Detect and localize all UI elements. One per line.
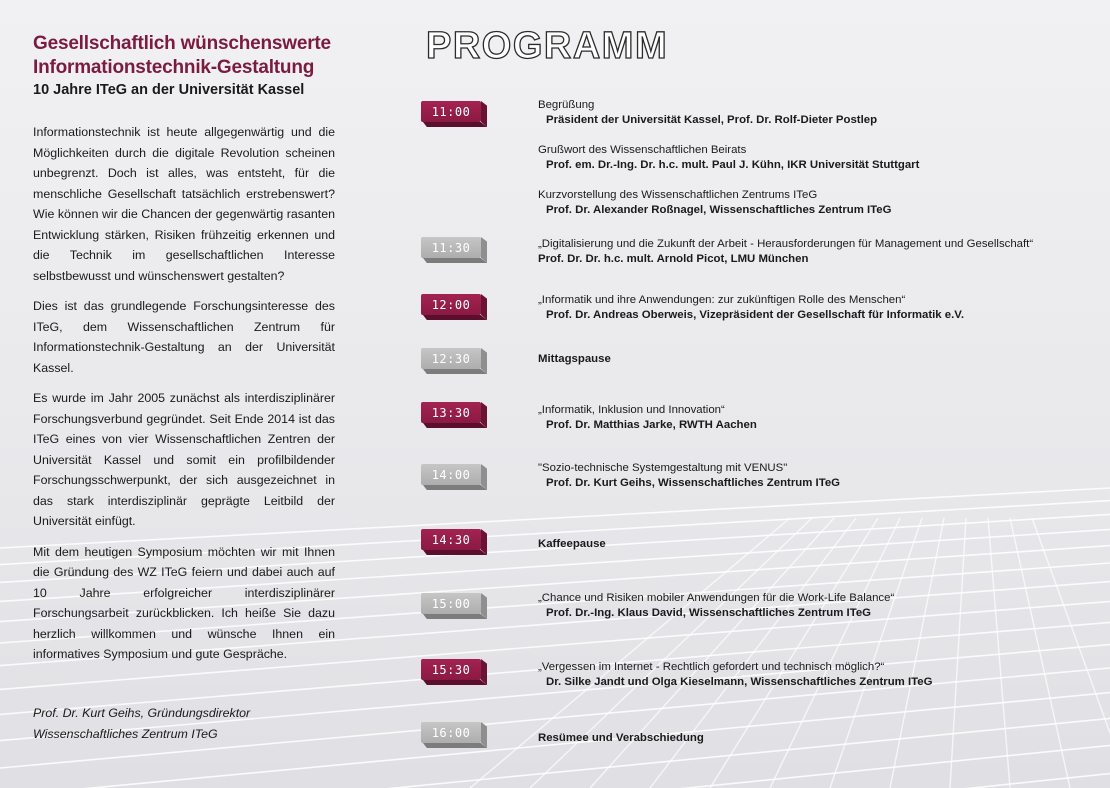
time-label: 16:00: [421, 722, 481, 743]
time-badge-bottom: [423, 680, 487, 685]
program-entry: [538, 591, 1098, 621]
program-entry: [538, 352, 1098, 367]
time-badge-bottom: [423, 423, 487, 428]
program-entry: [538, 293, 1098, 323]
time-label: 15:30: [421, 659, 481, 680]
program-entry: [538, 237, 1098, 267]
title-line-1: Gesellschaftlich wünschenswerte: [33, 33, 331, 54]
program-entry: [538, 660, 1098, 690]
entry-speaker: Prof. Dr. Andreas Oberweis, Vizepräsident der Gesellschaft für Informatik e.V.: [546, 309, 965, 321]
time-label: 11:00: [421, 101, 481, 122]
time-badge: [421, 101, 487, 127]
floor-line: [950, 518, 966, 788]
time-badge-bottom: [423, 743, 487, 748]
entry-title: „Vergessen im Internet - Rechtlich gefordert und technisch möglich?“: [538, 661, 885, 673]
entry-title: „Informatik und ihre Anwendungen: zur zukünftigen Rolle des Menschen“: [538, 294, 906, 306]
program-entry: [538, 403, 1098, 433]
entry-speaker: Prof. em. Dr.-Ing. Dr. h.c. mult. Paul J. Kühn, IKR Universität Stuttgart: [546, 159, 920, 171]
program-entry: [538, 731, 1098, 746]
time-label: 11:30: [421, 237, 481, 258]
time-badge-bottom: [423, 258, 487, 263]
floor-line: [770, 518, 900, 788]
entry-break: Mittagspause: [538, 353, 611, 365]
time-label: 15:00: [421, 593, 481, 614]
time-badge-bottom: [423, 122, 487, 127]
entry-title: Grußwort des Wissenschaftlichen Beirats: [538, 144, 747, 156]
time-badge: [421, 529, 487, 555]
signature-institution: Wissenschaftliches Zentrum ITeG: [33, 726, 218, 741]
entry-speaker: Präsident der Universität Kassel, Prof. Dr. Rolf-Dieter Postlep: [546, 114, 878, 126]
entry-title: „Informatik, Inklusion und Innovation“: [538, 404, 725, 416]
signature: [33, 703, 250, 744]
time-label: 12:00: [421, 294, 481, 315]
time-badge: [421, 348, 487, 374]
floor-line: [1032, 518, 1110, 788]
entry-title: „Chance und Risiken mobiler Anwendungen für die Work-Life Balance“: [538, 592, 895, 604]
entry-speaker: Prof. Dr.-Ing. Klaus David, Wissenschaftliches Zentrum ITeG: [546, 607, 872, 619]
time-badge: [421, 722, 487, 748]
time-badge: [421, 593, 487, 619]
time-badge-bottom: [423, 369, 487, 374]
intro-paragraph-1: Informationstechnik ist heute allgegenwärtig und die Möglichkeiten durch die digitale Revolution scheinen unbegrenzt. Doch ist alles, was entsteht, für die menschliche Gesellschaft tatsächlich erstrebenswert? Wie können wir die Chancen der gegenwärtig rasanten Entwicklung stärken, Risiken frühzeitig erkennen und die Technik im gesellschaftlichen Interesse selbstbewusst und wünschenswert gestalten?: [33, 125, 335, 283]
floor-line: [590, 518, 834, 788]
entry-speaker: Prof. Dr. Dr. h.c. mult. Arnold Picot, LMU München: [538, 253, 809, 265]
time-badge-bottom: [423, 485, 487, 490]
program-entry: [538, 143, 1098, 173]
floor-line: [830, 518, 922, 788]
program-title: PROGRAMM: [426, 25, 669, 67]
time-badge: [421, 464, 487, 490]
time-label: 14:30: [421, 529, 481, 550]
entry-title: Kurzvorstellung des Wissenschaftlichen Zentrums ITeG: [538, 189, 818, 201]
page-subtitle: 10 Jahre ITeG an der Universität Kassel: [33, 82, 305, 98]
program-entry: [538, 188, 1098, 218]
time-badge: [421, 402, 487, 428]
entry-break: Kaffeepause: [538, 538, 606, 550]
intro-paragraph-4: Mit dem heutigen Symposium möchten wir mit Ihnen die Gründung des WZ ITeG feiern und dabei auch auf 10 Jahre erfolgreicher interdisziplinärer Forschungsarbeit zurückblicken. Ich heiße Sie dazu herzlich willkommen und wünsche Ihnen ein informatives Symposium und gute Gespräche.: [33, 544, 335, 661]
entry-speaker: Prof. Dr. Alexander Roßnagel, Wissenschaftliches Zentrum ITeG: [546, 204, 892, 216]
entry-break: Resümee und Verabschiedung: [538, 732, 704, 744]
time-badge-bottom: [423, 315, 487, 320]
page-title: [33, 32, 335, 80]
entry-title: Begrüßung: [538, 99, 595, 111]
program-entry: [538, 537, 1098, 552]
entry-title: "Sozio-technische Systemgestaltung mit VENUS": [538, 462, 788, 474]
time-badge-bottom: [423, 614, 487, 619]
program-entry: [538, 98, 1098, 128]
signature-name: Prof. Dr. Kurt Geihs, Gründungsdirektor: [33, 706, 251, 720]
time-badge: [421, 294, 487, 320]
time-badge: [421, 237, 487, 263]
intro-paragraph-2: Dies ist das grundlegende Forschungsinteresse des ITeG, dem Wissenschaftlichen Zentrum für Informationstechnik-Gestaltung an der Universität Kassel.: [33, 299, 335, 375]
floor-line: [650, 518, 856, 788]
time-label: 13:30: [421, 402, 481, 423]
entry-speaker: Dr. Silke Jandt und Olga Kieselmann, Wissenschaftliches Zentrum ITeG: [546, 676, 933, 688]
time-label: 12:30: [421, 348, 481, 369]
time-badge: [421, 659, 487, 685]
intro-column: [33, 32, 335, 675]
entry-speaker: Prof. Dr. Kurt Geihs, Wissenschaftliches Zentrum ITeG: [546, 477, 841, 489]
time-badge-bottom: [423, 550, 487, 555]
program-entry: [538, 461, 1098, 491]
entry-title: „Digitalisierung und die Zukunft der Arbeit - Herausforderungen für Management und Gesellschaft“: [538, 238, 1034, 250]
entry-speaker: Prof. Dr. Matthias Jarke, RWTH Aachen: [546, 419, 757, 431]
title-line-2: Informationstechnik-Gestaltung: [33, 57, 315, 78]
intro-paragraph-3: Es wurde im Jahr 2005 zunächst als interdisziplinärer Forschungsverbund gegründet. Seit Ende 2014 ist das ITeG eines von vier Wissenschaftlichen Zentren der Universität Kassel und somit ein profilbildender Forschungsschwerpunkt, der sich ausgezeichnet in das stark interdisziplinär geprägte Leitbild der Universität einfügt.: [33, 391, 335, 528]
intro-text: [33, 122, 335, 665]
time-label: 14:00: [421, 464, 481, 485]
